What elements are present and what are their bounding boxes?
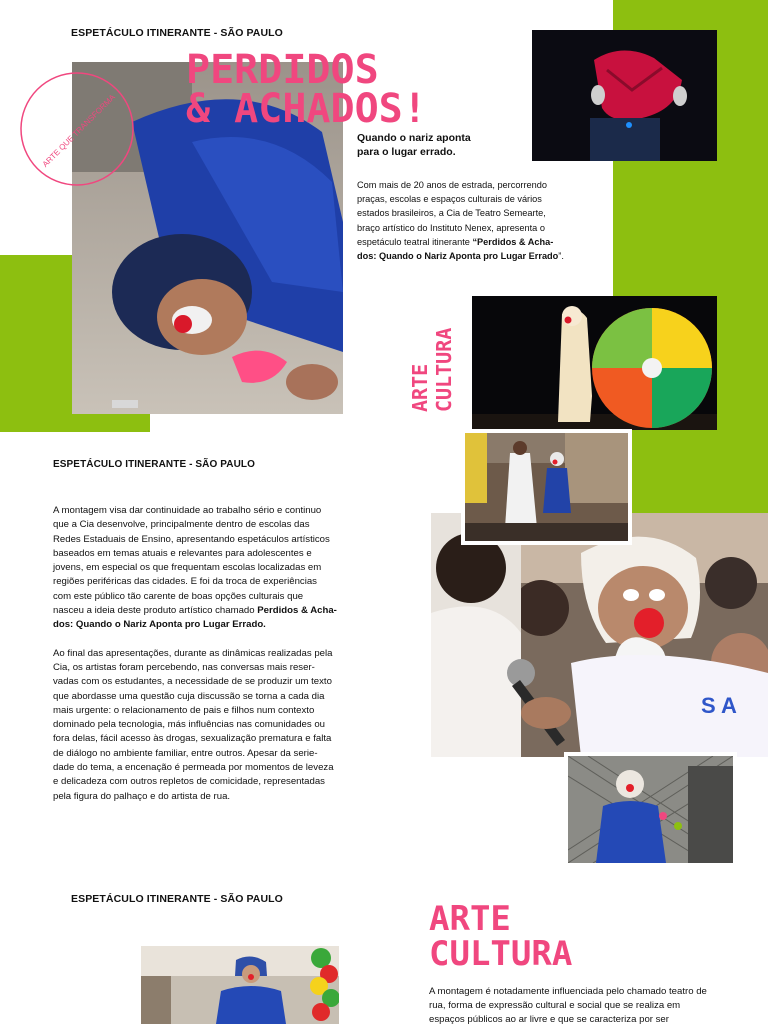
intro-line: braço artístico do Instituto Nenex, apresenta o bbox=[357, 222, 545, 233]
s2-line bbox=[53, 618, 383, 632]
s2-line: de diálogo no ambiente familiar, entre outros. Apesar da serie- bbox=[53, 747, 318, 759]
s2-line: jovens, em especial os que frequentam escolas localizadas em bbox=[53, 562, 322, 574]
photo-juggling-clown bbox=[564, 752, 737, 867]
s2-line-bold: dos: Quando o Nariz Aponta pro Lugar Errado. bbox=[53, 619, 266, 631]
photo-clown-beachball bbox=[472, 296, 717, 430]
s2-line-bold: Perdidos & Acha- bbox=[257, 605, 337, 617]
intro-line bbox=[357, 235, 597, 249]
photo-red-mask bbox=[532, 30, 717, 161]
photo-outdoor-balloons bbox=[141, 946, 339, 1024]
vertical-cultura: CULTURA bbox=[432, 327, 456, 412]
section2-text bbox=[53, 504, 383, 804]
stamp-text: ARTE QUE TRANSFORMA bbox=[40, 92, 117, 169]
section3-text bbox=[429, 985, 759, 1027]
s3-line: A montagem é notadamente influenciada pelo chamado teatro de bbox=[429, 986, 707, 997]
subtitle bbox=[357, 131, 471, 159]
s3-line: rua, forma de expressão cultural e social que se realiza em bbox=[429, 1000, 681, 1011]
vertical-arte-cultura bbox=[408, 284, 464, 412]
intro-line: Com mais de 20 anos de estrada, percorrendo bbox=[357, 180, 547, 190]
section2-kicker: ESPETÁCULO ITINERANTE - SÃO PAULO bbox=[53, 459, 256, 470]
intro-line-bold: dos: Quando o Nariz Aponta pro Lugar Errado bbox=[357, 251, 559, 262]
arte-que-transforma-stamp bbox=[18, 70, 136, 188]
subtitle-line2: para o lugar errado. bbox=[357, 146, 456, 158]
s2-line: baseados em temas atuais e relevantes para adolescentes e bbox=[53, 547, 312, 559]
photo-street-performance bbox=[461, 429, 632, 545]
s2-line: pela figura do palhaço e do artista de rua. bbox=[53, 790, 231, 802]
s2-line bbox=[53, 604, 383, 618]
s2-line: Redes Estaduais de Ensino, apresentando espetáculos artísticos bbox=[53, 533, 330, 545]
s2-line: mais urgente: o relacionamento de pais e filhos num contexto bbox=[53, 704, 315, 716]
intro-line: praças, escolas e espaços culturais de vários bbox=[357, 194, 542, 205]
intro-line bbox=[357, 249, 597, 263]
section1-kicker: ESPETÁCULO ITINERANTE - SÃO PAULO bbox=[71, 27, 283, 39]
s2-line: com este público tão carente de boas opções culturais que bbox=[53, 590, 304, 602]
s2-line: A montagem visa dar continuidade ao trabalho sério e continuo bbox=[53, 505, 322, 516]
s2-line: vadas com os estudantes, a necessidade de se produzir um texto bbox=[53, 676, 332, 688]
s2-line: Ao final das apresentações, durante as dinâmicas realizadas pela bbox=[53, 647, 333, 659]
vertical-arte: ARTE bbox=[408, 363, 432, 412]
s2-line: que abordasse uma questão cuja discussão se torna a cada dia bbox=[53, 690, 325, 702]
s2-line: e delicadeza com outros repletos de comicidade, representadas bbox=[53, 776, 325, 788]
section3-title-line1: ARTE bbox=[429, 899, 511, 939]
intro-line: estados brasileiros, a Cia de Teatro Semearte, bbox=[357, 208, 546, 219]
photo-clown-microphone bbox=[431, 513, 768, 757]
main-title-line1: PERDIDOS bbox=[186, 47, 379, 93]
intro-line-bold: “Perdidos & Acha- bbox=[472, 236, 554, 247]
s3-line: espaços públicos ao ar livre e que se caracteriza por ser bbox=[429, 1014, 669, 1025]
svg-text:S A: S A bbox=[701, 693, 737, 718]
section3-kicker: ESPETÁCULO ITINERANTE - SÃO PAULO bbox=[71, 893, 283, 905]
s2-line: Cia, os artistas foram percebendo, nas conversas mais reser- bbox=[53, 661, 315, 673]
s2-line: fora delas, fácil acesso às drogas, sexualização prematura e falta bbox=[53, 733, 332, 745]
intro-line-text: espetáculo teatral itinerante bbox=[357, 236, 473, 247]
s2-line: dominado pela tecnologia, más influências nas comunidades ou bbox=[53, 719, 325, 731]
s2-line: que a Cia desenvolve, principalmente dentro de escolas das bbox=[53, 519, 310, 531]
subtitle-line1: Quando o nariz aponta bbox=[357, 132, 471, 144]
intro-paragraph bbox=[357, 178, 597, 263]
section3-title-line2: CULTURA bbox=[429, 934, 573, 974]
s2-line-text: nasceu a ideia deste produto artístico chamado bbox=[53, 605, 258, 617]
s2-line: dade do tema, a encenação é permeada por momentos de leveza bbox=[53, 762, 334, 774]
intro-line-text: ”. bbox=[558, 251, 564, 262]
s2-line: regiões periféricas das cidades. E foi da troca de experiências bbox=[53, 576, 317, 588]
main-title-line2: & ACHADOS! bbox=[186, 86, 427, 132]
